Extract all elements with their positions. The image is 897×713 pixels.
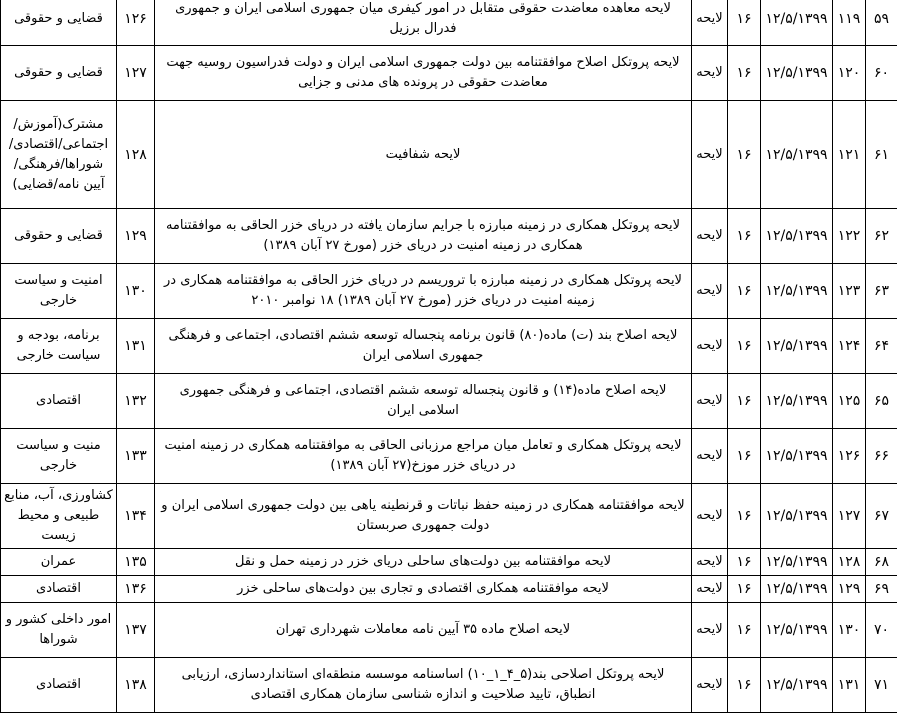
session-number: ۱۶ [728, 484, 761, 549]
row-number: ۶۳ [866, 264, 897, 319]
row-number: ۶۹ [866, 576, 897, 603]
row-number: ۶۱ [866, 101, 897, 209]
row-number: ۵۹ [866, 0, 897, 46]
row-number: ۶۰ [866, 46, 897, 101]
committee: اقتصادی [1, 658, 117, 713]
registration-number: ۱۳۵ [117, 549, 155, 576]
table-row [1, 576, 897, 603]
registration-number: ۱۳۶ [117, 576, 155, 603]
bill-type: لایحه [692, 429, 728, 484]
bill-type: لایحه [692, 549, 728, 576]
bill-title: لایحه موافقتنامه همکاری در زمینه حفظ نباتات و قرنطینه یاهی بین دولت جمهوری اسلامی ایران و دولت جمهوری صربستان [155, 484, 692, 549]
row-number: ۶۵ [866, 374, 897, 429]
table-row [1, 549, 897, 576]
row-number: ۶۴ [866, 319, 897, 374]
registration-number: ۱۲۹ [117, 209, 155, 264]
bill-title: لایحه اصلاح ماده(۱۴) و قانون پنجساله توسعه ششم اقتصادی، اجتماعی و فرهنگی جمهوری اسلامی ایران [155, 374, 692, 429]
committee: اقتصادی [1, 576, 117, 603]
row-number: ۷۰ [866, 603, 897, 658]
bill-id: ۱۲۷ [833, 484, 866, 549]
bill-id: ۱۳۱ [833, 658, 866, 713]
bill-date: ۱۲/۵/۱۳۹۹ [761, 484, 833, 549]
bill-date: ۱۲/۵/۱۳۹۹ [761, 264, 833, 319]
committee: برنامه، بودجه و سیاست خارجی [1, 319, 117, 374]
registration-number: ۱۳۴ [117, 484, 155, 549]
row-number: ۶۷ [866, 484, 897, 549]
session-number: ۱۶ [728, 209, 761, 264]
session-number: ۱۶ [728, 101, 761, 209]
bill-title: لایحه معاهده معاضدت حقوقی متقابل در امور کیفری میان جمهوری اسلامی ایران و جمهوری فدرال برزیل [155, 0, 692, 46]
table-row [1, 374, 897, 429]
bill-title: لایحه اصلاح بند (ت) ماده(۸۰) قانون برنامه پنجساله توسعه ششم اقتصادی، اجتماعی و فرهنگی جمهوری اسلامی ایران [155, 319, 692, 374]
bill-title: لایحه پروتکل اصلاح موافقتنامه بین دولت جمهوری اسلامی ایران و دولت فدراسیون روسیه جهت معاضدت حقوقی در پرونده های مدنی و جزایی [155, 46, 692, 101]
committee: مشترک(آموزش/ اجتماعی/اقتصادی/ شوراها/فرهنگی/آیین نامه/قضایی) [1, 101, 117, 209]
bill-id: ۱۲۵ [833, 374, 866, 429]
registration-number: ۱۲۸ [117, 101, 155, 209]
registration-number: ۱۲۶ [117, 0, 155, 46]
bill-type: لایحه [692, 374, 728, 429]
table-row [1, 603, 897, 658]
bill-id: ۱۲۲ [833, 209, 866, 264]
registration-number: ۱۳۲ [117, 374, 155, 429]
bill-date: ۱۲/۵/۱۳۹۹ [761, 576, 833, 603]
registration-number: ۱۳۸ [117, 658, 155, 713]
bill-id: ۱۲۸ [833, 549, 866, 576]
bill-id: ۱۲۴ [833, 319, 866, 374]
bill-id: ۱۳۰ [833, 603, 866, 658]
registration-number: ۱۳۷ [117, 603, 155, 658]
committee: امور داخلی کشور و شوراها [1, 603, 117, 658]
session-number: ۱۶ [728, 374, 761, 429]
bill-id: ۱۲۰ [833, 46, 866, 101]
table-row [1, 319, 897, 374]
session-number: ۱۶ [728, 264, 761, 319]
bill-date: ۱۲/۵/۱۳۹۹ [761, 429, 833, 484]
bill-type: لایحه [692, 209, 728, 264]
table-row [1, 429, 897, 484]
bill-date: ۱۲/۵/۱۳۹۹ [761, 209, 833, 264]
row-number: ۷۱ [866, 658, 897, 713]
session-number: ۱۶ [728, 319, 761, 374]
bill-title: لایحه موافقتنامه همکاری اقتصادی و تجاری بین دولت‌های ساحلی خزر [155, 576, 692, 603]
bill-title: لایحه اصلاح ماده ۳۵ آیین نامه معاملات شهرداری تهران [155, 603, 692, 658]
bill-type: لایحه [692, 0, 728, 46]
committee: قضایی و حقوقی [1, 209, 117, 264]
bill-id: ۱۲۳ [833, 264, 866, 319]
bill-id: ۱۲۹ [833, 576, 866, 603]
bill-title: لایحه پروتکل همکاری در زمینه مبارزه با تروریسم در دریای خزر الحاقی به موافقتنامه همکاری در زمینه امنیت در دریای خزر (مورخ ۲۷ آبان ۱۳۸۹) ۱۸ نوامبر ۲۰۱۰ [155, 264, 692, 319]
registration-number: ۱۳۱ [117, 319, 155, 374]
bill-date: ۱۲/۵/۱۳۹۹ [761, 658, 833, 713]
table-row [1, 0, 897, 46]
committee: عمران [1, 549, 117, 576]
bill-date: ۱۲/۵/۱۳۹۹ [761, 603, 833, 658]
bill-date: ۱۲/۵/۱۳۹۹ [761, 374, 833, 429]
committee: کشاورزی، آب، منابع طبیعی و محیط زیست [1, 484, 117, 549]
bill-id: ۱۲۱ [833, 101, 866, 209]
session-number: ۱۶ [728, 576, 761, 603]
bill-type: لایحه [692, 576, 728, 603]
bill-id: ۱۲۶ [833, 429, 866, 484]
table-row [1, 484, 897, 549]
bill-title: لایحه پروتکل همکاری و تعامل میان مراجع مرزبانی الحاقی به موافقتنامه همکاری در زمینه امنیت در دریای خزر موزخ(۲۷ آبان ۱۳۸۹) [155, 429, 692, 484]
session-number: ۱۶ [728, 603, 761, 658]
registration-number: ۱۳۰ [117, 264, 155, 319]
committee: قضایی و حقوقی [1, 0, 117, 46]
table-row [1, 264, 897, 319]
table-row [1, 101, 897, 209]
committee: اقتصادی [1, 374, 117, 429]
bill-title: لایحه پروتکل همکاری در زمینه مبارزه با جرایم سازمان یافته در دریای خزر الحاقی به موافقتنامه همکاری در زمینه امنیت در دریای خزر (مورخ ۲۷ آبان ۱۳۸۹) [155, 209, 692, 264]
bill-title: لایحه پروتکل اصلاحی بند(۵_۴_۱_۱۰) اساسنامه موسسه منطقه‌ای استانداردسازی، ارزیابی انطباق، تایید صلاحیت و اندازه شناسی سازمان همکاری اقتصادی [155, 658, 692, 713]
row-number: ۶۶ [866, 429, 897, 484]
bill-type: لایحه [692, 603, 728, 658]
bill-date: ۱۲/۵/۱۳۹۹ [761, 319, 833, 374]
bill-date: ۱۲/۵/۱۳۹۹ [761, 549, 833, 576]
session-number: ۱۶ [728, 549, 761, 576]
bill-type: لایحه [692, 46, 728, 101]
bill-title: لایحه موافقتنامه بین دولت‌های ساحلی دریای خزر در زمینه حمل و نقل [155, 549, 692, 576]
bill-date: ۱۲/۵/۱۳۹۹ [761, 101, 833, 209]
bill-type: لایحه [692, 658, 728, 713]
session-number: ۱۶ [728, 429, 761, 484]
registration-number: ۱۳۳ [117, 429, 155, 484]
bill-type: لایحه [692, 319, 728, 374]
bill-type: لایحه [692, 101, 728, 209]
session-number: ۱۶ [728, 0, 761, 46]
registration-number: ۱۲۷ [117, 46, 155, 101]
table-row [1, 209, 897, 264]
committee: منیت و سیاست خارجی [1, 429, 117, 484]
bill-date: ۱۲/۵/۱۳۹۹ [761, 0, 833, 46]
bill-date: ۱۲/۵/۱۳۹۹ [761, 46, 833, 101]
bill-id: ۱۱۹ [833, 0, 866, 46]
committee: قضایی و حقوقی [1, 46, 117, 101]
bill-title: لایحه شفافیت [155, 101, 692, 209]
row-number: ۶۲ [866, 209, 897, 264]
session-number: ۱۶ [728, 46, 761, 101]
bill-type: لایحه [692, 264, 728, 319]
row-number: ۶۸ [866, 549, 897, 576]
table-row [1, 46, 897, 101]
committee: امنیت و سیاست خارجی [1, 264, 117, 319]
session-number: ۱۶ [728, 658, 761, 713]
table-row [1, 658, 897, 713]
bill-type: لایحه [692, 484, 728, 549]
